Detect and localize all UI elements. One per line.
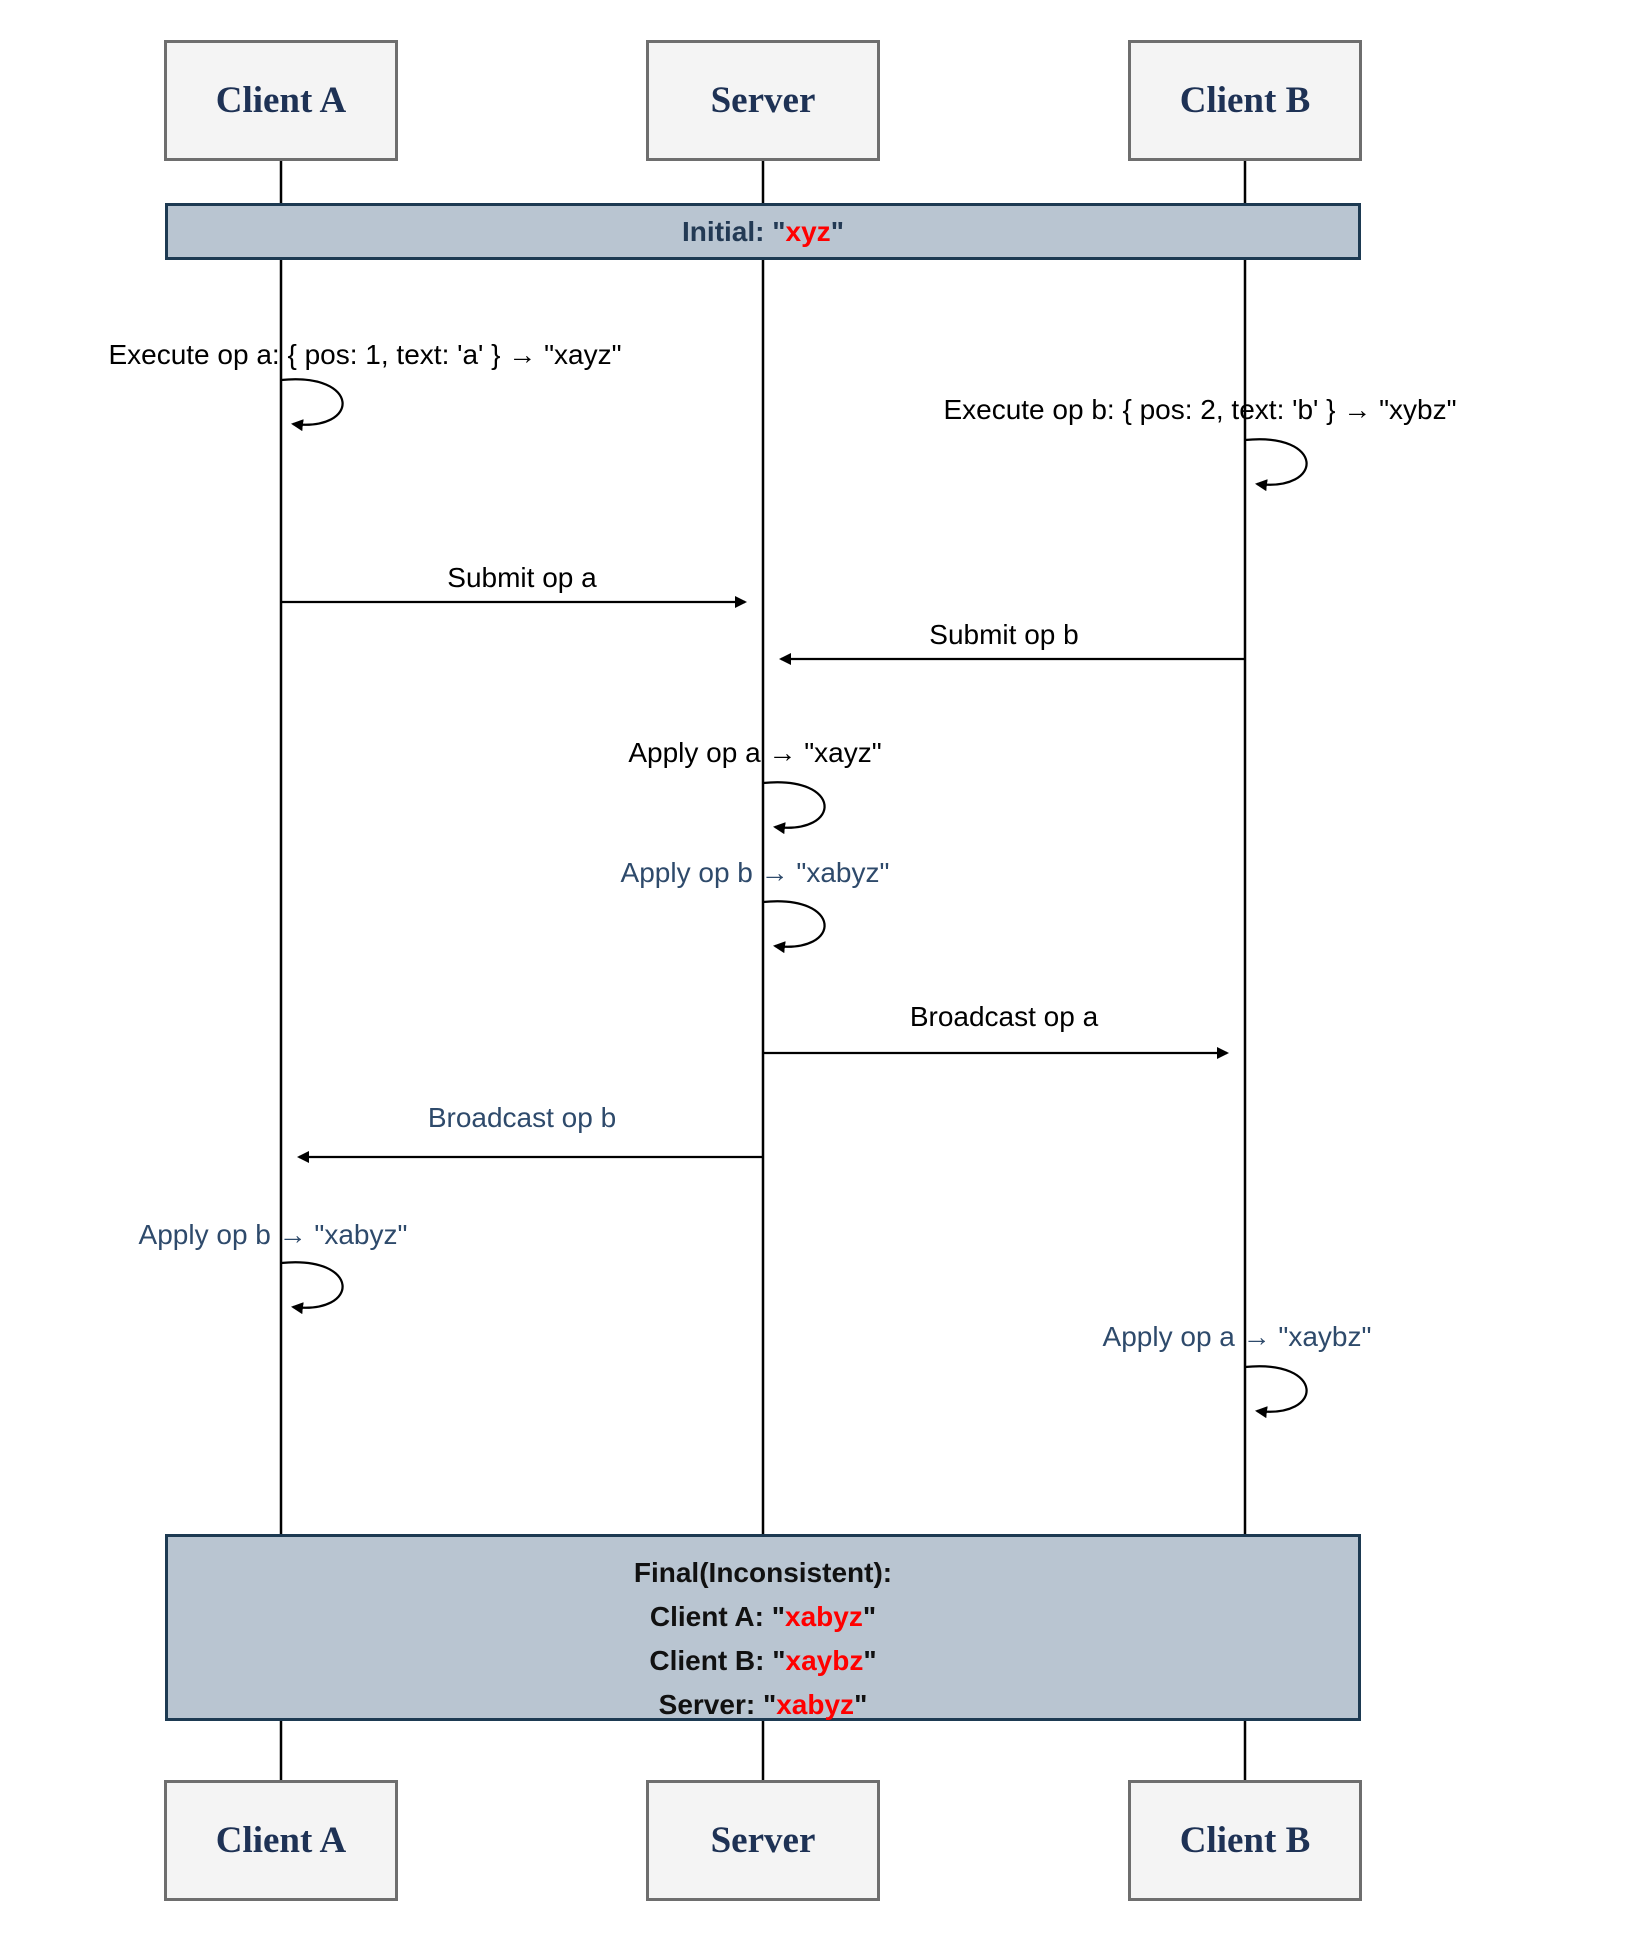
actor-label-client-b: Client B	[1179, 80, 1311, 121]
actor-box-client-a-bottom	[164, 1780, 398, 1901]
selfloop-apply-op-b-client-a	[281, 1262, 343, 1307]
selfloop-apply-op-b-server	[763, 901, 825, 946]
final-note-title: Final(Inconsistent):	[633, 1557, 893, 1588]
final-note-line-server	[168, 1683, 1358, 1727]
actor-label-client-a: Client A	[215, 80, 347, 121]
message-broadcast-op-b: Broadcast op b	[427, 1102, 617, 1133]
message-apply-op-a-server: Apply op a → "xayz"	[628, 737, 882, 768]
final-client-b-suffix: "	[863, 1645, 877, 1676]
initial-note-text	[682, 216, 844, 248]
final-note-line-client-b	[168, 1639, 1358, 1683]
message-apply-op-b-server: Apply op b → "xabyz"	[620, 857, 890, 888]
final-server-value: xabyz	[776, 1689, 855, 1720]
actor-label-server: Server	[710, 80, 816, 121]
actor-box-client-b-top	[1128, 40, 1362, 161]
final-client-b-value: xaybz	[785, 1645, 864, 1676]
final-note-line-client-a	[168, 1595, 1358, 1639]
actor-box-server-top	[646, 40, 880, 161]
note-final-state	[165, 1534, 1361, 1721]
selfloop-apply-op-a-client-b	[1245, 1366, 1307, 1411]
message-apply-op-b-client-a: Apply op b → "xabyz"	[138, 1219, 408, 1250]
actor-label-client-b-bottom: Client B	[1179, 1820, 1311, 1861]
initial-note-value: xyz	[785, 215, 831, 247]
message-execute-op-a: Execute op a: { pos: 1, text: 'a' } → "xayz"	[108, 339, 622, 370]
final-server-suffix: "	[854, 1689, 868, 1720]
message-broadcast-op-a: Broadcast op a	[909, 1001, 1099, 1032]
actor-label-server-bottom: Server	[710, 1820, 816, 1861]
initial-note-suffix: "	[830, 215, 844, 247]
final-client-b-label: Client B: "	[649, 1645, 786, 1676]
message-submit-op-a: Submit op a	[447, 562, 597, 593]
message-apply-op-a-client-b: Apply op a → "xaybz"	[1102, 1321, 1372, 1352]
message-execute-op-b: Execute op b: { pos: 2, text: 'b' } → "xybz"	[943, 394, 1457, 425]
actor-box-client-b-bottom	[1128, 1780, 1362, 1901]
final-client-a-suffix: "	[862, 1601, 877, 1632]
final-client-a-label: Client A: "	[649, 1601, 785, 1632]
message-submit-op-b: Submit op b	[929, 619, 1079, 650]
note-initial-state	[165, 203, 1361, 260]
initial-note-label: Initial: "	[682, 215, 786, 247]
actor-box-client-a-top	[164, 40, 398, 161]
actor-box-server-bottom	[646, 1780, 880, 1901]
final-server-label: Server: "	[658, 1689, 777, 1720]
selfloop-execute-op-a	[281, 379, 343, 424]
selfloop-execute-op-b	[1245, 439, 1307, 484]
actor-label-client-a-bottom: Client A	[215, 1820, 347, 1861]
selfloop-apply-op-a-server	[763, 782, 825, 827]
final-client-a-value: xabyz	[785, 1601, 863, 1632]
